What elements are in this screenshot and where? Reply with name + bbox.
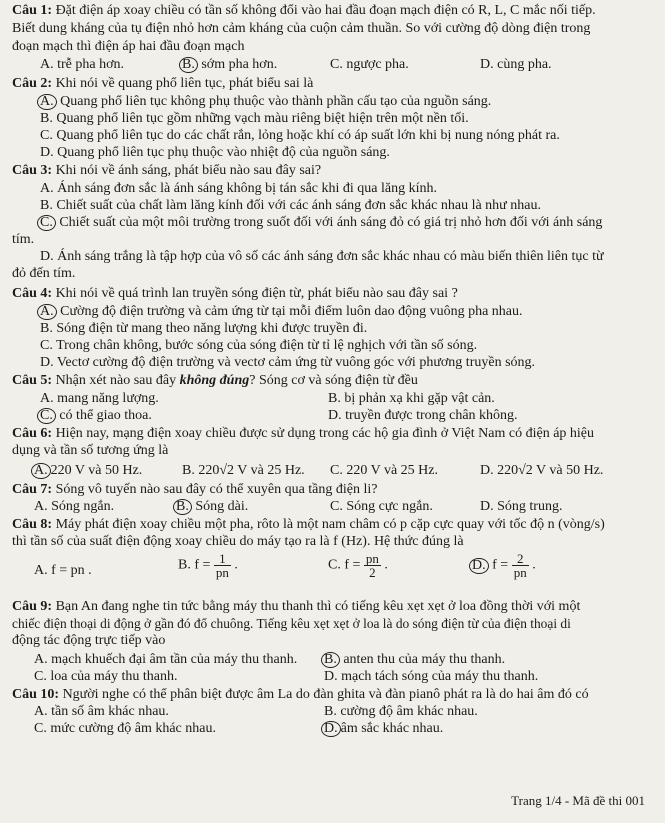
question-1-text: Đặt điện áp xoay chiều có tần số không đổi vào hai đầu đoạn mạch điện có R, L, C mắc nối tiếp. [55, 3, 596, 18]
question-6-text: Hiện nay, mạng điện xoay chiều được sử dụng trong các hộ gia đình ở Việt Nam có điện áp hiệu [55, 426, 595, 441]
question-6-option-b: B. 220√2 V và 25 Hz. [182, 463, 305, 478]
question-9-option-a: A. mạch khuếch đại âm tần của máy thu thanh. [34, 652, 298, 667]
question-4-stem [12, 285, 458, 302]
question-9-option-d: D. mạch tách sóng của máy thu thanh. [324, 669, 539, 684]
fraction-denominator: 2 [369, 565, 376, 580]
question-10-option-d [324, 720, 443, 737]
question-10-label: Câu 10: [12, 687, 60, 702]
fraction-denominator: pn [513, 565, 527, 580]
selected-answer-mark: A. [37, 94, 57, 110]
question-4-label: Câu 4: [12, 286, 53, 301]
question-8-option-a: A. f = pn . [34, 563, 92, 578]
question-5-option-c-text: có thể giao thoa. [59, 408, 152, 423]
question-9-text: Bạn An đang nghe tin tức bằng máy thu thanh thì có tiếng kêu xẹt xẹt ở loa đồng thời với một [55, 599, 581, 614]
fraction [214, 552, 231, 579]
question-9-stem-line2: chiếc điện thoại di động ở gần đó đổ chuông. Tiếng kêu xẹt xẹt ở loa là do sóng điện từ của điện thoại di [12, 616, 571, 631]
question-5-text-emphasis: không đúng [179, 373, 250, 388]
question-3-stem [12, 162, 321, 179]
fraction-numerator: 1 [214, 552, 231, 566]
question-5-option-c [40, 407, 152, 424]
selected-answer-mark: D. [321, 721, 341, 737]
question-10-text: Người nghe có thể phân biệt được âm La do đàn ghita và đàn pianô phát ra là do hai âm đó có [62, 687, 589, 702]
question-2-option-a [40, 93, 491, 110]
page-footer: Trang 1/4 - Mã đề thi 001 [511, 793, 645, 808]
question-8-option-c: C. f = $\frac{pn}{2}$ . [328, 551, 388, 580]
question-9-stem-line1 [12, 598, 580, 615]
selected-answer-mark: D. [469, 558, 489, 574]
question-3-option-d-cont: đỏ đến tím. [12, 266, 76, 281]
question-4-option-c: C. Trong chân không, bước sóng của sóng điện từ tỉ lệ nghịch với tần số sóng. [40, 338, 478, 353]
question-5-stem [12, 372, 418, 389]
selected-answer-mark: A. [31, 463, 51, 479]
question-1-stem-line2: Biết dung kháng của tụ điện nhỏ hơn cảm kháng của cuộn cảm thuần. So với cường độ dòng điện trong [12, 21, 591, 36]
selected-answer-mark: B. [179, 57, 198, 73]
question-10-option-a: A. tần số âm khác nhau. [34, 704, 169, 719]
question-10-option-b: B. cường độ âm khác nhau. [324, 704, 478, 719]
question-3-text: Khi nói về ánh sáng, phát biểu nào sau đây sai? [55, 163, 322, 178]
question-1-stem-line3: đoạn mạch thì điện áp hai đầu đoạn mạch [12, 39, 245, 54]
question-8-option-d-prefix: f = [492, 557, 509, 573]
question-8-stem-line1 [12, 516, 605, 533]
question-1-option-c: C. ngược pha. [330, 57, 409, 72]
fraction-numerator: 2 [512, 552, 529, 566]
question-9-label: Câu 9: [12, 599, 53, 614]
question-9-option-c: C. loa của máy thu thanh. [34, 669, 178, 684]
question-4-option-d: D. Vectơ cường độ điện trường và vectơ cảm ứng từ vuông góc với phương truyền sóng. [40, 355, 536, 370]
fraction [364, 552, 381, 579]
question-5-text-pre: Nhận xét nào sau đây [55, 373, 180, 388]
question-7-option-b [176, 498, 248, 515]
question-4-option-a-text: Cường độ điện trường và cảm ứng từ tại mỗi điểm luôn dao động vuông pha nhau. [60, 304, 523, 319]
question-2-option-c: C. Quang phổ liên tục do các chất rắn, lỏng hoặc khí có áp suất lớn khi bị nung nóng phát ra. [40, 128, 560, 143]
question-8-option-c-prefix: C. f = [328, 557, 361, 573]
fraction [512, 552, 529, 579]
question-7-text: Sóng vô tuyến nào sau đây có thể xuyên qua tầng điện li? [55, 482, 378, 497]
question-6-stem-line1 [12, 425, 594, 442]
selected-answer-mark: B. [321, 652, 340, 668]
question-3-option-c-cont: tím. [12, 232, 35, 247]
fraction-numerator: pn [365, 551, 379, 566]
selected-answer-mark: C. [37, 215, 56, 231]
question-7-option-b-text: Sóng dài. [195, 499, 249, 514]
question-10-option-d-text: âm sắc khác nhau. [340, 721, 444, 736]
question-8-text: Máy phát điện xoay chiều một pha, rôto là một nam châm có p cặp cực quay với tốc độ n (vòng/s) [55, 517, 605, 532]
question-2-option-b: B. Quang phổ liên tục gồm những vạch màu riêng biệt hiện trên một nền tối. [40, 111, 469, 126]
question-4-option-b: B. Sóng điện từ mang theo năng lượng khi được truyền đi. [40, 321, 368, 336]
question-3-option-a: A. Ánh sáng đơn sắc là ánh sáng không bị tán sắc khi đi qua lăng kính. [40, 181, 437, 196]
question-7-option-a: A. Sóng ngắn. [34, 499, 115, 514]
question-8-label: Câu 8: [12, 517, 53, 532]
question-7-option-d: D. Sóng trung. [480, 499, 563, 514]
question-9-option-b-text: anten thu của máy thu thanh. [343, 652, 506, 667]
question-5-option-a: A. mang năng lượng. [40, 391, 159, 406]
question-5-text-post: ? Sóng cơ và sóng điện từ đều [249, 373, 418, 388]
selected-answer-mark: A. [37, 304, 57, 320]
selected-answer-mark: B. [173, 499, 192, 515]
question-8-option-b-prefix: B. f = [178, 557, 211, 573]
question-2-text: Khi nói về quang phổ liên tục, phát biểu sai là [55, 76, 314, 91]
question-2-stem [12, 75, 313, 92]
question-1-option-b [182, 56, 277, 73]
question-3-option-d: D. Ánh sáng trắng là tập hợp của vô số các ánh sáng đơn sắc khác nhau có màu biến thiên liên tục từ [40, 249, 604, 264]
question-5-option-b: B. bị phản xạ khi gặp vật cản. [328, 391, 495, 406]
question-6-option-a-text: 220 V và 50 Hz. [50, 463, 143, 478]
question-3-option-c [40, 214, 602, 231]
question-6-stem-line2: dụng và tần số tương ứng là [12, 443, 169, 458]
question-4-option-a [40, 303, 523, 320]
question-2-option-d: D. Quang phổ liên tục phụ thuộc vào nhiệt độ của nguồn sáng. [40, 145, 390, 160]
question-6-option-c: C. 220 V và 25 Hz. [330, 463, 438, 478]
question-6-label: Câu 6: [12, 426, 53, 441]
question-3-option-b: B. Chiết suất của chất làm lăng kính đối với các ánh sáng đơn sắc khác nhau là như nhau. [40, 198, 541, 213]
question-3-label: Câu 3: [12, 163, 53, 178]
question-3-option-c-text: Chiết suất của một môi trường trong suốt đối với ánh sáng đỏ có giá trị nhỏ hơn đối với ánh sáng [59, 215, 603, 230]
question-1-option-a: A. trễ pha hơn. [40, 57, 124, 72]
selected-answer-mark: C. [37, 408, 56, 424]
question-2-option-a-text: Quang phổ liên tục không phụ thuộc vào thành phần cấu tạo của nguồn sáng. [60, 94, 492, 109]
question-4-text: Khi nói về quá trình lan truyền sóng điện từ, phát biểu nào sau đây sai ? [55, 286, 458, 301]
question-9-stem-line3: động tác động trực tiếp vào [12, 633, 166, 648]
question-8-option-b: B. f = $\frac{1}{pn}$ . [178, 551, 238, 580]
question-5-label: Câu 5: [12, 373, 53, 388]
question-7-label: Câu 7: [12, 482, 53, 497]
question-1-label: Câu 1: [12, 3, 53, 18]
question-1-option-d: D. cùng pha. [480, 57, 552, 72]
question-10-stem [12, 686, 589, 703]
question-6-option-a [34, 462, 142, 479]
question-1-stem-line1 [12, 2, 596, 19]
question-9-option-b [324, 651, 505, 668]
question-1-option-b-text: sớm pha hơn. [201, 57, 278, 72]
question-6-option-d: D. 220√2 V và 50 Hz. [480, 463, 604, 478]
question-7-option-c: C. Sóng cực ngắn. [330, 499, 433, 514]
fraction-denominator: pn [215, 565, 229, 580]
question-5-option-d: D. truyền được trong chân không. [328, 408, 518, 423]
question-7-stem [12, 481, 378, 498]
question-8-stem-line2: thì tần số của suất điện động xoay chiều do máy tạo ra là f (Hz). Hệ thức đúng là [12, 534, 464, 549]
question-10-option-c: C. mức cường độ âm khác nhau. [34, 721, 216, 736]
question-2-label: Câu 2: [12, 76, 53, 91]
question-8-option-d: D. f = $\frac{2}{pn}$ . [472, 552, 536, 579]
